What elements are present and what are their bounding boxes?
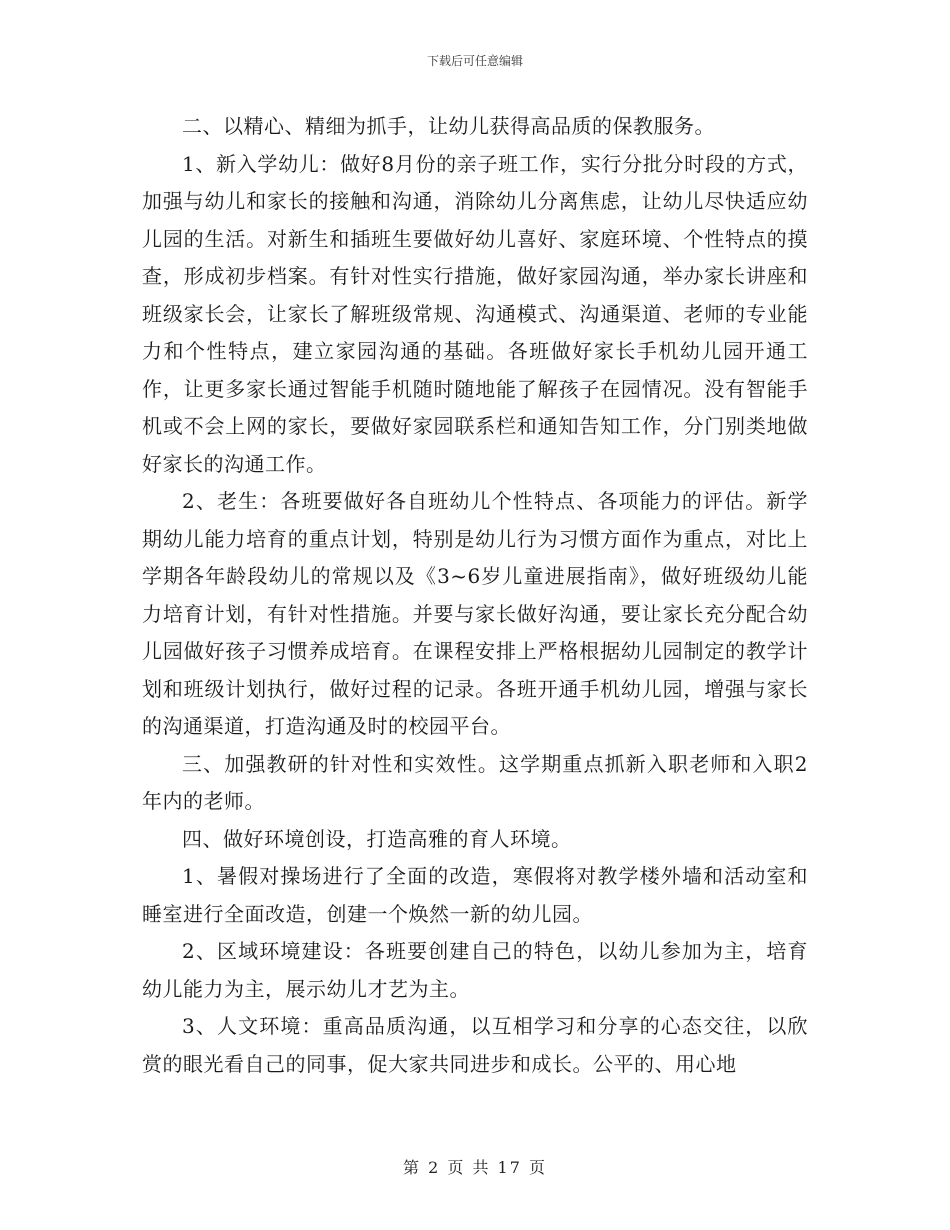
page-number: 第 2 页 共 17 页 (403, 1158, 547, 1177)
paragraph: 2、区域环境建设：各班要创建自己的特色，以幼儿参加为主，培育幼儿能力为主，展示幼儿才艺为主。 (142, 939, 808, 1001)
header-note: 下载后可任意编辑 (426, 54, 523, 68)
paragraph: 1、新入学幼儿：做好8月份的亲子班工作，实行分批分时段的方式，加强与幼儿和家长的接触和沟通，消除幼儿分离焦虑，让幼儿尽快适应幼儿园的生活。对新生和插班生要做好幼儿喜好、家庭环境、个性特点的摸查，形成初步档案。有针对性实行措施，做好家园沟通，举办家长讲座和班级家长会，让家长了解班级常规、沟通模式、沟通渠道、老师的专业能力和个性特点，建立家园沟通的基础。各班做好家长手机幼儿园开通工作，让更多家长通过智能手机随时随地能了解孩子在园情况。没有智能手机或不会上网的家长，要做好家园联系栏和通知告知工作，分门别类地做好家长的沟通工作。 (142, 151, 808, 476)
paragraph: 3、人文环境：重高品质沟通，以互相学习和分享的心态交往，以欣赏的眼光看自己的同事，促大家共同进步和成长。公平的、用心地 (142, 1014, 808, 1076)
paragraph: 二、以精心、精细为抓手，让幼儿获得高品质的保教服务。 (182, 114, 715, 138)
document-body (142, 108, 808, 1083)
paragraph: 1、暑假对操场进行了全面的改造，寒假将对教学楼外墙和活动室和睡室进行全面改造，创建一个焕然一新的幼儿园。 (142, 864, 808, 926)
paragraph: 四、做好环境创设，打造高雅的育人环境。 (182, 826, 572, 851)
paragraph: 三、加强教研的针对性和实效性。这学期重点抓新入职老师和入职2年内的老师。 (142, 751, 808, 813)
paragraph: 2、老生：各班要做好各自班幼儿个性特点、各项能力的评估。新学期幼儿能力培育的重点计划，特别是幼儿行为习惯方面作为重点，对比上学期各年龄段幼儿的常规以及《3~6岁儿童进展指南》，做好班级幼儿能力培育计划，有针对性措施。并要与家长做好沟通，要让家长充分配合幼儿园做好孩子习惯养成培育。在课程安排上严格根据幼儿园制定的教学计划和班级计划执行，做好过程的记录。各班开通手机幼儿园，增强与家长的沟通渠道，打造沟通及时的校园平台。 (142, 489, 808, 738)
